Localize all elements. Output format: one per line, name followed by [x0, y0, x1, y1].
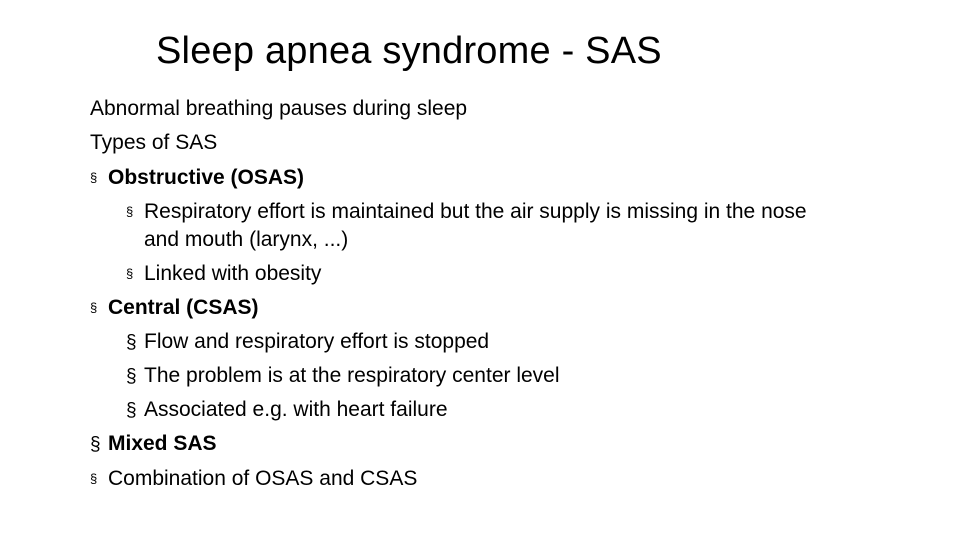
line-text: Linked with obesity — [144, 262, 322, 285]
line-text: Combination of OSAS and CSAS — [108, 467, 418, 490]
bullet-item — [126, 261, 321, 287]
line-text: Respiratory effort is maintained but the air supply is missing in the nose — [144, 200, 807, 223]
bullet-item — [90, 165, 304, 191]
bullet-icon: § — [126, 266, 134, 281]
bullet-icon: § — [90, 471, 98, 486]
bullet-item — [126, 199, 807, 225]
line-text: Associated e.g. with heart failure — [144, 398, 448, 421]
bullet-icon: § — [126, 400, 137, 421]
line-text: Types of SAS — [90, 131, 218, 154]
text-line — [90, 96, 467, 122]
line-text: Mixed SAS — [108, 432, 217, 455]
line-text: and mouth (larynx, ...) — [144, 228, 349, 251]
line-text: The problem is at the respiratory center level — [144, 364, 560, 387]
bullet-icon: § — [126, 204, 134, 219]
line-text: Abnormal breathing pauses during sleep — [90, 97, 468, 120]
bullet-item — [90, 295, 259, 321]
bullet-icon: § — [90, 300, 98, 315]
bullet-item — [90, 431, 217, 458]
line-text: Flow and respiratory effort is stopped — [144, 330, 490, 353]
bullet-item — [126, 329, 489, 356]
bullet-item — [90, 466, 417, 492]
slide-title: Sleep apnea syndrome - SAS — [156, 30, 662, 72]
bullet-item — [126, 363, 560, 390]
line-text: Central (CSAS) — [108, 296, 259, 319]
line-text: Obstructive (OSAS) — [108, 166, 305, 189]
bullet-icon: § — [126, 332, 137, 353]
bullet-icon: § — [126, 366, 137, 387]
text-line — [90, 130, 217, 156]
bullet-icon: § — [90, 434, 101, 455]
bullet-item — [126, 397, 448, 424]
text-line-continuation — [144, 227, 348, 253]
bullet-icon: § — [90, 170, 98, 185]
